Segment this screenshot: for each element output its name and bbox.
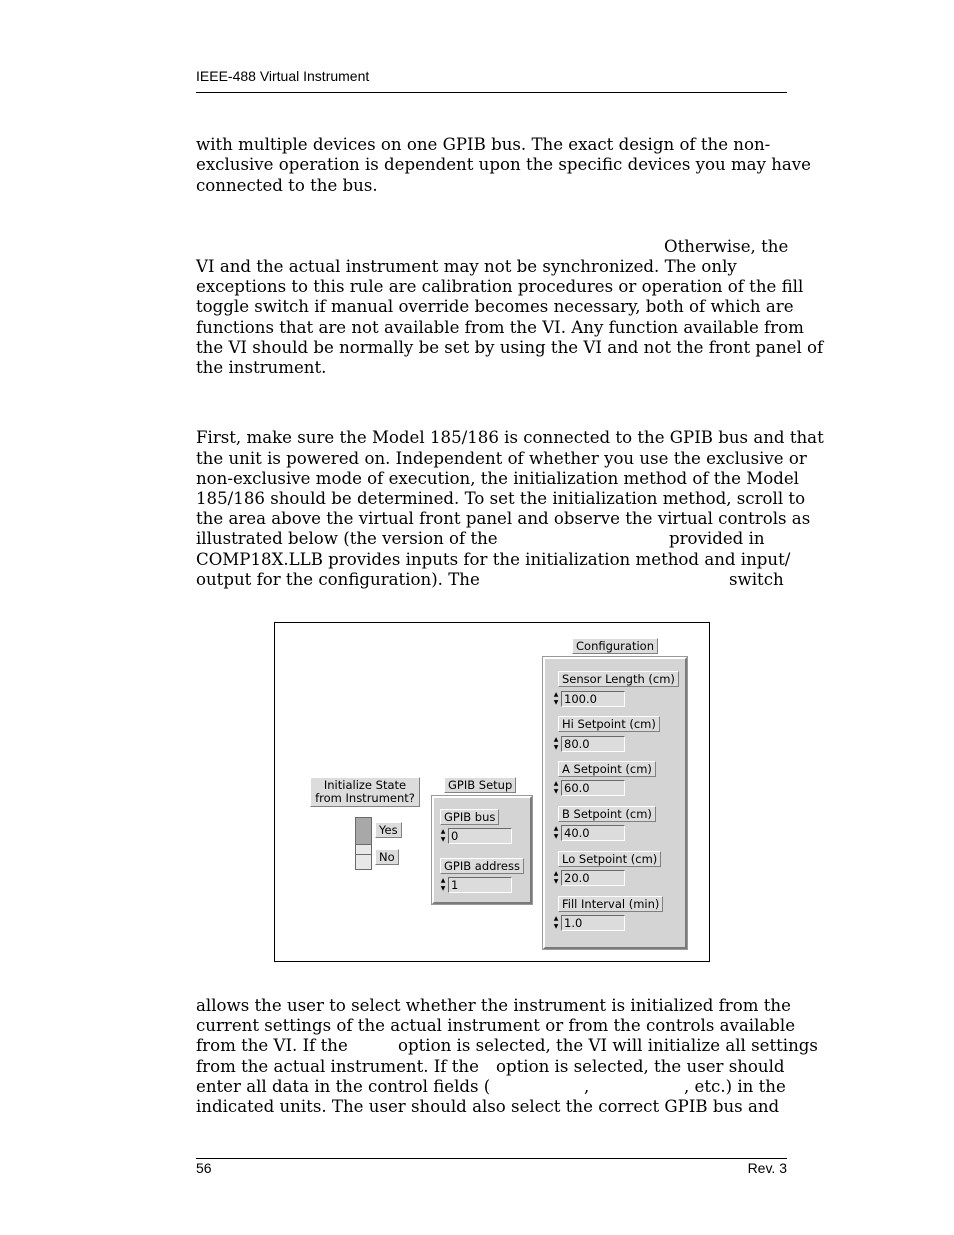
no-option-label[interactable]: No xyxy=(375,849,399,865)
body-line: COMP18X.LLB provides inputs for the initialization method and input/ xyxy=(196,550,791,569)
body-line: allows the user to select whether the instrument is initialized from the xyxy=(196,996,791,1015)
fill-interval-control[interactable] xyxy=(552,915,622,931)
toggle-thumb xyxy=(356,818,371,845)
increment-decrement-icon[interactable]: ▲ ▼ xyxy=(553,736,559,751)
body-line: non-exclusive mode of execution, the initialization method of the Model xyxy=(196,469,799,488)
gpib-setup-title: GPIB Setup xyxy=(444,777,516,793)
body-line: the VI should be normally be set by using the VI and not the front panel of xyxy=(196,338,824,357)
body-line: First, make sure the Model 185/186 is connected to the GPIB bus and that xyxy=(196,428,824,447)
body-line-fragment: option is selected, the user should xyxy=(496,1057,785,1076)
gpib-setup-panel xyxy=(432,796,532,904)
increment-decrement-icon[interactable]: ▲ ▼ xyxy=(440,828,446,843)
body-line: the instrument. xyxy=(196,358,327,377)
body-line: the area above the virtual front panel and observe the virtual controls as xyxy=(196,509,811,528)
sensor-length-label: Sensor Length (cm) xyxy=(558,671,679,687)
gpib-address-input[interactable]: 1 xyxy=(448,877,512,893)
body-line: indicated units. The user should also select the correct GPIB bus and xyxy=(196,1097,780,1116)
body-line-fragment: option is selected, the VI will initialize all settings xyxy=(398,1036,818,1055)
a-setpoint-input[interactable]: 60.0 xyxy=(561,780,625,796)
increment-decrement-icon[interactable]: ▲ ▼ xyxy=(553,915,559,930)
body-line: the unit is powered on. Independent of whether you use the exclusive or xyxy=(196,449,807,468)
b-setpoint-input[interactable]: 40.0 xyxy=(561,825,625,841)
gpib-address-control[interactable] xyxy=(439,877,509,893)
lo-setpoint-input[interactable]: 20.0 xyxy=(561,870,625,886)
body-line-fragment: Otherwise, the xyxy=(664,237,789,256)
footer-rule xyxy=(196,1158,787,1159)
gpib-address-label: GPIB address xyxy=(440,858,524,874)
hi-setpoint-input[interactable]: 80.0 xyxy=(561,736,625,752)
body-line-fragment: , xyxy=(584,1077,590,1096)
body-line: with multiple devices on one GPIB bus. The exact design of the non- xyxy=(196,135,771,154)
a-setpoint-label: A Setpoint (cm) xyxy=(558,761,656,777)
toggle-divider xyxy=(356,854,371,855)
configuration-title: Configuration xyxy=(572,638,658,654)
body-line: illustrated below (the version of the xyxy=(196,529,498,548)
lo-setpoint-label: Lo Setpoint (cm) xyxy=(558,851,661,867)
body-line-fragment: , etc.) in the xyxy=(684,1077,786,1096)
body-line-fragment: switch xyxy=(729,570,784,589)
body-line: connected to the bus. xyxy=(196,176,378,195)
b-setpoint-label: B Setpoint (cm) xyxy=(558,806,656,822)
increment-decrement-icon[interactable]: ▲ ▼ xyxy=(553,691,559,706)
running-header: IEEE-488 Virtual Instrument xyxy=(196,68,370,84)
init-state-label: Initialize State from Instrument? xyxy=(310,777,420,807)
vi-front-panel-figure xyxy=(274,622,710,962)
hi-setpoint-label: Hi Setpoint (cm) xyxy=(558,716,660,732)
body-line: 185/186 should be determined. To set the initialization method, scroll to xyxy=(196,489,806,508)
hi-setpoint-control[interactable] xyxy=(552,736,622,752)
body-line: functions that are not available from the VI. Any function available from xyxy=(196,318,804,337)
init-state-toggle-switch[interactable] xyxy=(355,817,372,870)
a-setpoint-control[interactable] xyxy=(552,780,622,796)
body-line: output for the configuration). The xyxy=(196,570,480,589)
body-line: enter all data in the control fields ( xyxy=(196,1077,491,1096)
increment-decrement-icon[interactable]: ▲ ▼ xyxy=(553,870,559,885)
increment-decrement-icon[interactable]: ▲ ▼ xyxy=(553,825,559,840)
body-line: from the actual instrument. If the xyxy=(196,1057,479,1076)
yes-option-label[interactable]: Yes xyxy=(375,822,402,838)
page-number: 56 xyxy=(196,1160,212,1176)
increment-decrement-icon[interactable]: ▲ ▼ xyxy=(440,877,446,892)
increment-decrement-icon[interactable]: ▲ ▼ xyxy=(553,780,559,795)
sensor-length-control[interactable] xyxy=(552,691,622,707)
body-line-fragment: provided in xyxy=(669,529,765,548)
body-line: exclusive operation is dependent upon the specific devices you may have xyxy=(196,155,811,174)
body-line: exceptions to this rule are calibration procedures or operation of the fill xyxy=(196,277,804,296)
lo-setpoint-control[interactable] xyxy=(552,870,622,886)
body-line: from the VI. If the xyxy=(196,1036,348,1055)
gpib-bus-label: GPIB bus xyxy=(440,809,499,825)
body-line: VI and the actual instrument may not be synchronized. The only xyxy=(196,257,737,276)
gpib-bus-control[interactable] xyxy=(439,828,509,844)
configuration-panel xyxy=(543,657,687,949)
body-line: toggle switch if manual override becomes necessary, both of which are xyxy=(196,297,794,316)
fill-interval-label: Fill Interval (min) xyxy=(558,896,663,912)
revision-label: Rev. 3 xyxy=(747,1160,787,1176)
b-setpoint-control[interactable] xyxy=(552,825,622,841)
fill-interval-input[interactable]: 1.0 xyxy=(561,915,625,931)
header-rule xyxy=(196,92,787,93)
gpib-bus-input[interactable]: 0 xyxy=(448,828,512,844)
body-line: current settings of the actual instrument or from the controls available xyxy=(196,1016,796,1035)
sensor-length-input[interactable]: 100.0 xyxy=(561,691,625,707)
